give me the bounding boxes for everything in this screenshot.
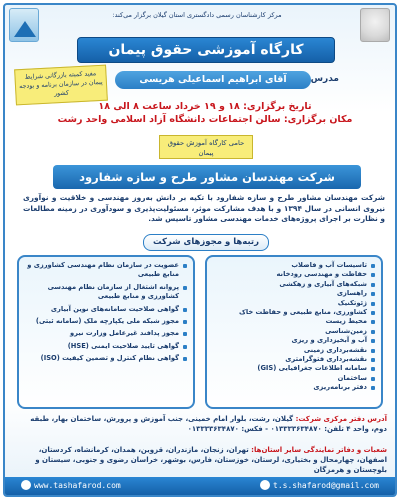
list-item: دفتر برنامه‌ریزی bbox=[211, 383, 375, 392]
logo-left bbox=[9, 8, 39, 42]
licenses-ranks-box bbox=[205, 255, 383, 409]
list-item: تاسیسات آب و فاضلاب bbox=[211, 261, 375, 270]
bullet-icon bbox=[371, 367, 375, 371]
list-item: ساختمان bbox=[211, 374, 375, 383]
company-name: شرکت مهندسان مشاور طرح و سازه شفارود bbox=[53, 165, 361, 189]
branches-info bbox=[23, 445, 387, 475]
list-item: عضویت در سازمان نظام مهندسی کشاورزی و منابع طبیعی bbox=[23, 261, 187, 280]
website-link[interactable]: www.tashafarod.com bbox=[21, 477, 121, 495]
email-link[interactable]: t.s.shafarod@gmail.com bbox=[260, 477, 379, 495]
list-item: سامانه اطلاعات جغرافیایی (GIS) bbox=[211, 364, 375, 373]
teacher-name: آقای ابراهیم اسماعیلی هریسی bbox=[115, 71, 311, 89]
quote-note: مفید کمیته بازرگانی شرایط پیمان در سازمان برنامه و بودجه کشور bbox=[14, 65, 108, 106]
sponsor-note: حامی کارگاه آموزش حقوق پیمان bbox=[159, 135, 253, 159]
bullet-icon bbox=[371, 386, 375, 390]
bullet-icon bbox=[371, 349, 375, 353]
teacher-label: مدرس bbox=[310, 74, 339, 84]
licenses-permits-box bbox=[17, 255, 195, 409]
list-item: نقشه‌برداری زمینی bbox=[211, 346, 375, 355]
mail-icon bbox=[260, 480, 270, 490]
bullet-icon bbox=[371, 292, 375, 296]
bullet-icon bbox=[371, 339, 375, 343]
branches-title: شعبات و دفاتر نمایندگی سایر استان‌ها: bbox=[251, 446, 387, 454]
bullet-icon bbox=[183, 320, 187, 324]
footer-bar bbox=[5, 477, 395, 495]
organizer-line: مرکز کارشناسان رسمی دادگستری استان گیلان برگزار می‌کند: bbox=[112, 11, 282, 19]
bullet-icon bbox=[371, 377, 375, 381]
list-item: شبکه‌های آبیاری و زهکشی bbox=[211, 280, 375, 289]
list-item: گواهی تایید صلاحیت ایمنی (HSE) bbox=[23, 342, 187, 351]
event-venue: مکان برگزاری: سالن اجتماعات دانشگاه آزاد اسلامی واحد رشت bbox=[57, 114, 353, 125]
bullet-icon bbox=[371, 330, 375, 334]
list-item: پروانه اشتغال از سازمان نظام مهندسی کشاورزی و منابع طبیعی bbox=[23, 283, 187, 302]
bullet-icon bbox=[183, 357, 187, 361]
head-office-address bbox=[23, 414, 387, 434]
address-text: گیلان، رشت، بلوار امام خمینی، جنب آموزش و پرورش، ساختمان بهار، طبقه دوم، واحد ۴ تلفن: ۰۱۳۳۳۳۶۳۴۸۷۰ - فکس: ۰۱۳۳۳۳۶۳۴۸۷۰ bbox=[30, 415, 387, 433]
bullet-icon bbox=[183, 308, 187, 312]
bullet-icon bbox=[371, 311, 375, 315]
bullet-icon bbox=[371, 273, 375, 277]
list-item: مجوز شبکه ملی یکپارچه ملک (سامانه ثبتی) bbox=[23, 317, 187, 326]
company-description: شرکت مهندسان مشاور طرح و سازه شفارود با تکیه بر دانش به‌روز مهندسی و خلاقیت و نوآوری نیروی انسانی در سال ۱۳۹۴ و با هدف مشارکت موثر، مسئولیت‌پذیری و سودآوری در زمینه مطالعات و نظارت بر اجرای پروژه‌های خدمات مهندسی مشاور تاسیس شد. bbox=[23, 193, 385, 224]
branches-text: تهران، زنجان، مازندران، قزوین، همدان، کرمانشاه، کردستان، اصفهان، چهارمحال و بختیاری، لرستان، خوزستان، فارس، بوشهر، خراسان رضوی و جنوبی، سیستان و بلوچستان و هرمزگان bbox=[35, 446, 387, 474]
bullet-icon bbox=[371, 358, 375, 362]
bullet-icon bbox=[371, 283, 375, 287]
list-item: آب و آبخیزداری و ریزی bbox=[211, 336, 375, 345]
list-item: زمین‌شناسی bbox=[211, 327, 375, 336]
list-item: گواهی نظام کنترل و تضمین کیفیت (ISO) bbox=[23, 354, 187, 363]
list-item: کشاورزی، منابع طبیعی و حفاظت خاک bbox=[211, 308, 375, 317]
bullet-icon bbox=[371, 320, 375, 324]
bullet-icon bbox=[183, 345, 187, 349]
list-item: گواهی صلاحیت سامانه‌های نوین آبیاری bbox=[23, 305, 187, 314]
logo-right bbox=[360, 8, 390, 42]
bullet-icon bbox=[371, 264, 375, 268]
workshop-title: کارگاه آموزشی حقوق پیمان bbox=[77, 37, 335, 63]
bullet-icon bbox=[183, 264, 187, 268]
list-item: راهسازی bbox=[211, 289, 375, 298]
poster bbox=[3, 3, 397, 497]
licenses-title: رتبه‌ها و مجوزهای شرکت bbox=[143, 234, 269, 251]
list-item: نقشه‌برداری فتوگرامتری bbox=[211, 355, 375, 364]
bullet-icon bbox=[371, 302, 375, 306]
list-item: حفاظت و مهندسی رودخانه bbox=[211, 270, 375, 279]
event-date: تاریخ برگزاری: ۱۸ و ۱۹ خرداد ساعت ۸ الی ۱۸ bbox=[98, 101, 312, 112]
list-item: محیط زیست bbox=[211, 317, 375, 326]
globe-icon bbox=[21, 480, 31, 490]
bullet-icon bbox=[183, 286, 187, 290]
bullet-icon bbox=[183, 332, 187, 336]
list-item: مجوز پدافند غیرعامل وزارت نیرو bbox=[23, 329, 187, 338]
address-title: آدرس دفتر مرکزی شرکت: bbox=[295, 415, 387, 423]
list-item: ژئوتکنیک bbox=[211, 299, 375, 308]
